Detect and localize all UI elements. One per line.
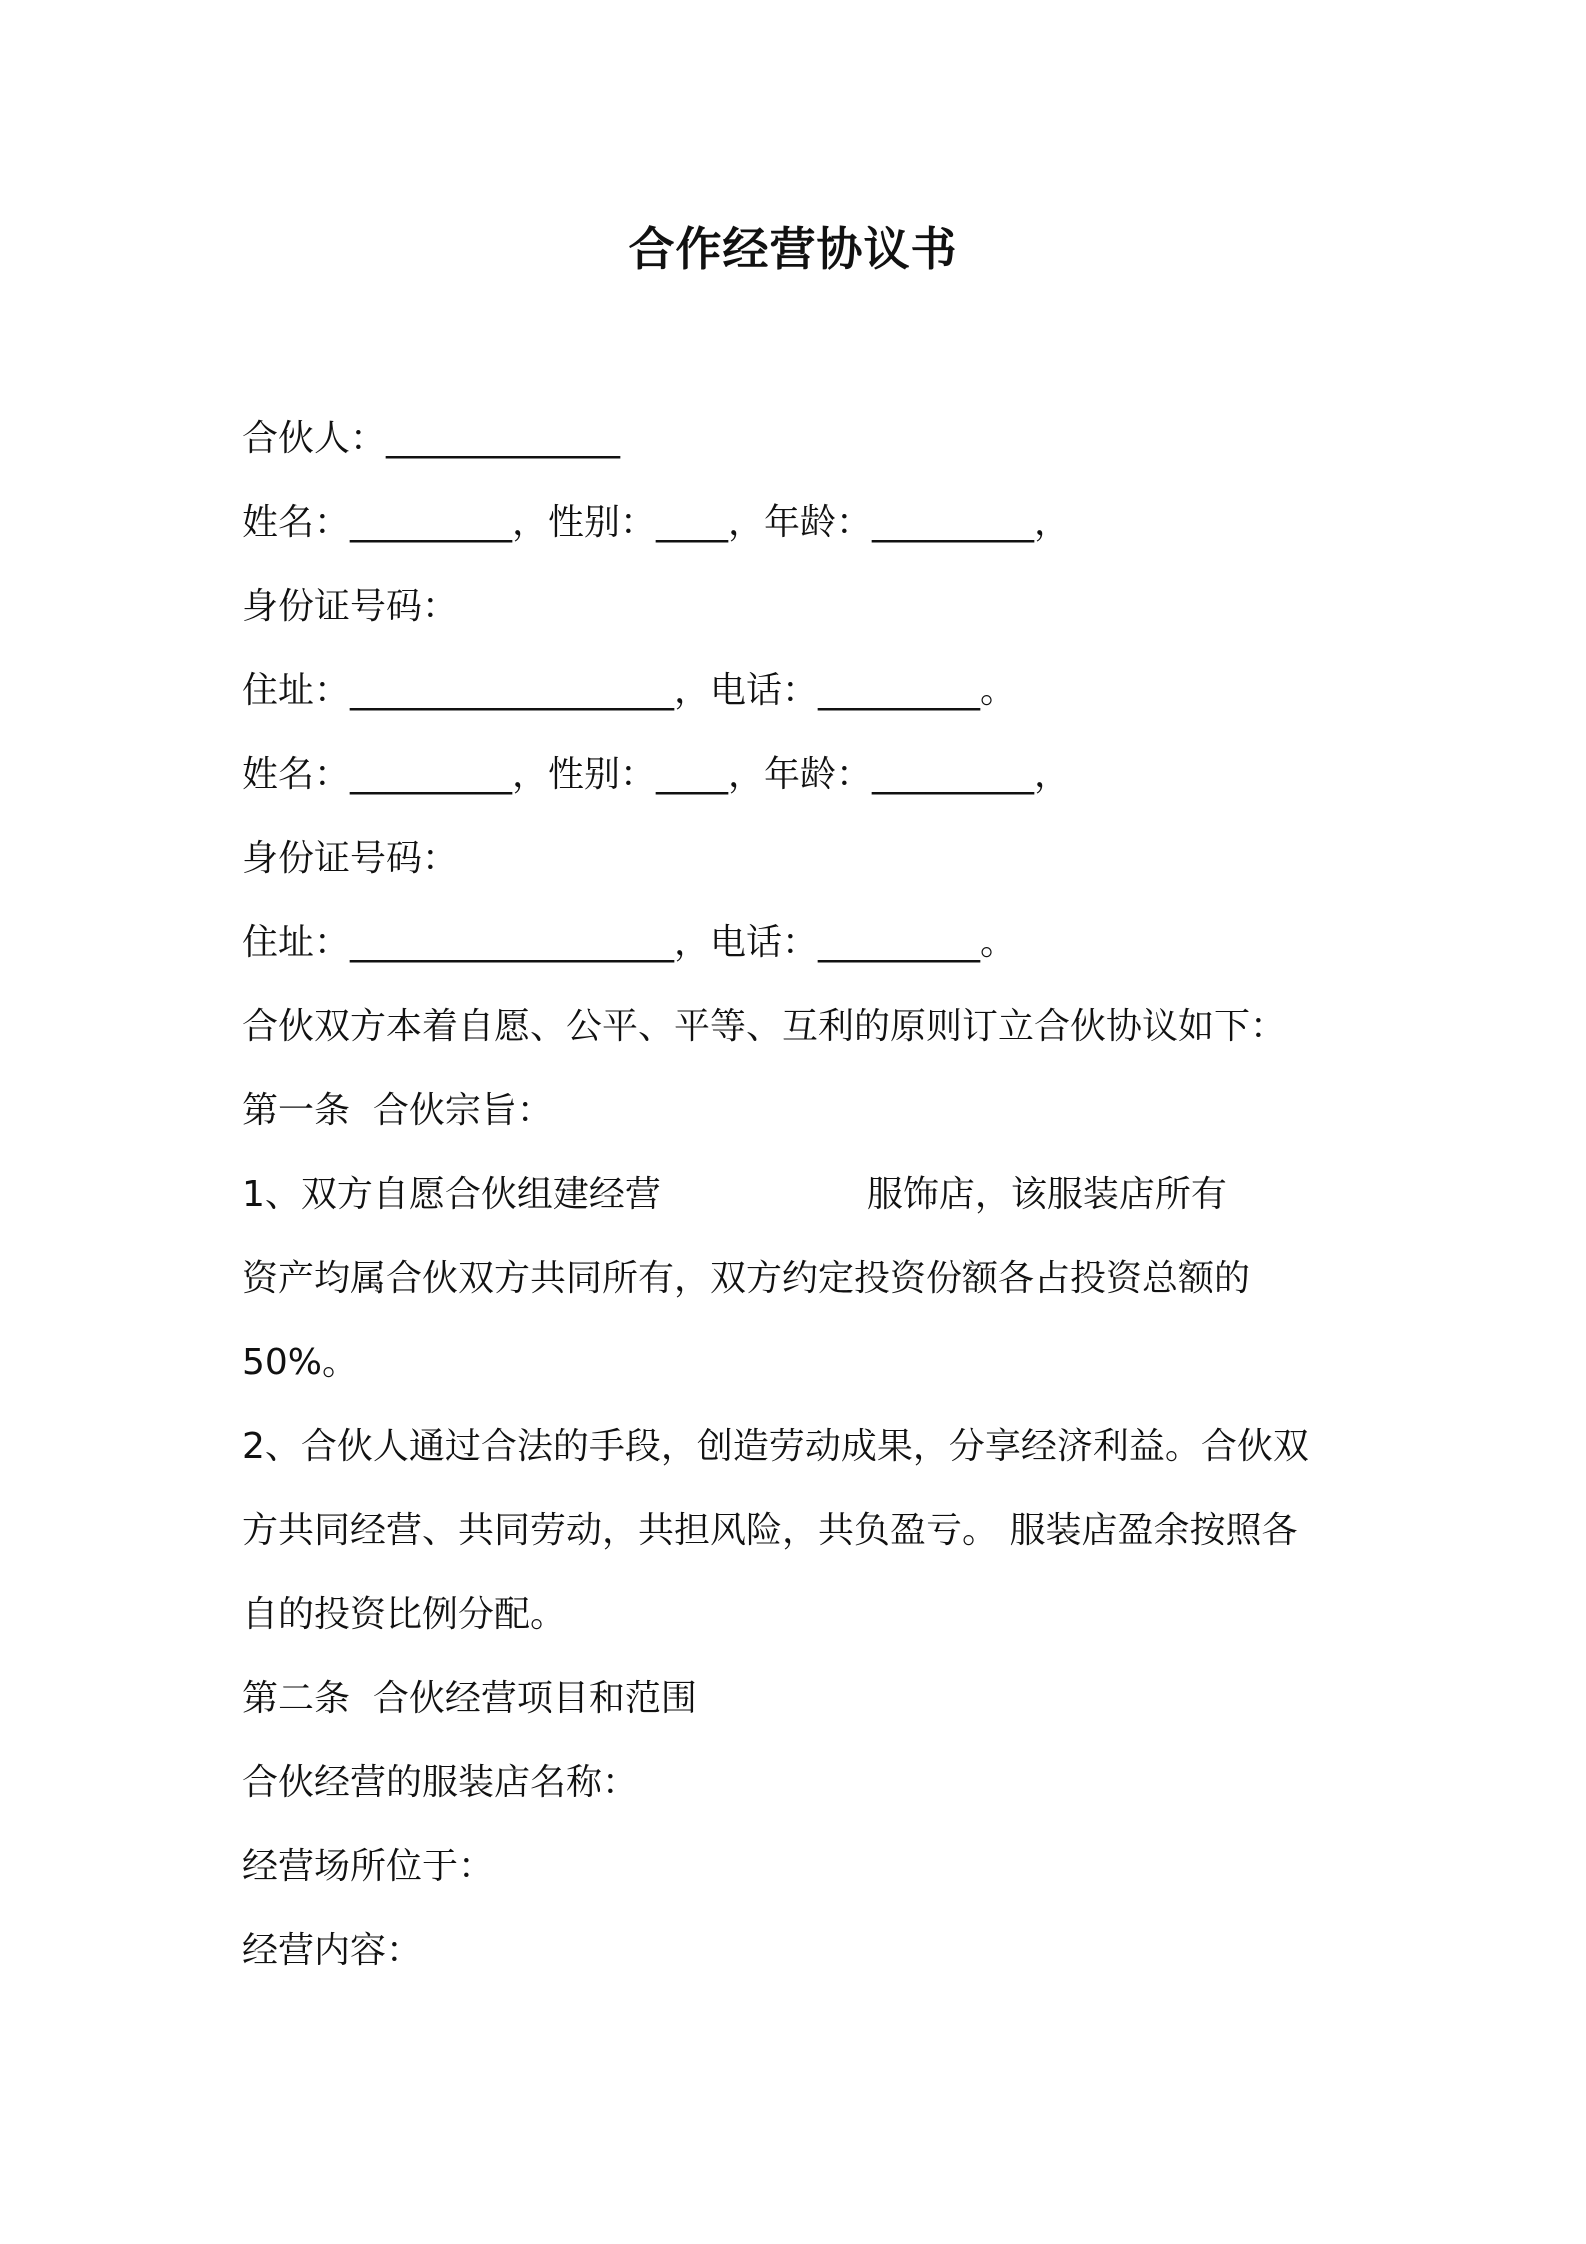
business-content-line: 经营内容： (242, 1930, 423, 1971)
preamble-line: 合伙双方本着自愿、公平、平等、互利的原则订立合伙协议如下： (242, 1006, 1287, 1047)
article-1-clause-2-line-1: 2、合伙人通过合法的手段，创造劳动成果，分享经济利益。合伙双 (242, 1426, 1309, 1467)
article-2-heading: 第二条 合伙经营项目和范围 (242, 1678, 697, 1719)
article-1-clause-1-line-2: 资产均属合伙双方共同所有，双方约定投资份额各占投资总额的 (242, 1258, 1251, 1299)
article-1-clause-2-line-3: 自的投资比例分配。 (242, 1594, 567, 1635)
article-1-clause-2-line-2: 方共同经营、共同劳动，共担风险，共负盈亏。 服装店盈余按照各 (242, 1510, 1298, 1551)
partner-label-line: 合伙人：_____________ (242, 418, 621, 459)
store-name-line: 合伙经营的服装店名称： (242, 1762, 639, 1803)
document-title: 合作经营协议书 (628, 222, 958, 276)
business-location-line: 经营场所位于： (242, 1846, 495, 1887)
partner1-id-line: 身份证号码： (242, 586, 459, 627)
partner2-id-line: 身份证号码： (242, 838, 459, 879)
partner1-address-line: 住址：__________________，电话：_________。 (242, 670, 1017, 711)
article-1-clause-1-line-1: 1、双方自愿合伙组建经营 服饰店，该服装店所有 (242, 1174, 1227, 1215)
partner2-address-line: 住址：__________________，电话：_________。 (242, 922, 1017, 963)
partner1-name-line: 姓名：_________，性别：____，年龄：_________， (242, 502, 1071, 543)
article-1-clause-1-line-3: 50%。 (242, 1342, 359, 1383)
partner2-name-line: 姓名：_________，性别：____，年龄：_________， (242, 754, 1071, 795)
article-1-heading: 第一条 合伙宗旨： (242, 1090, 553, 1131)
